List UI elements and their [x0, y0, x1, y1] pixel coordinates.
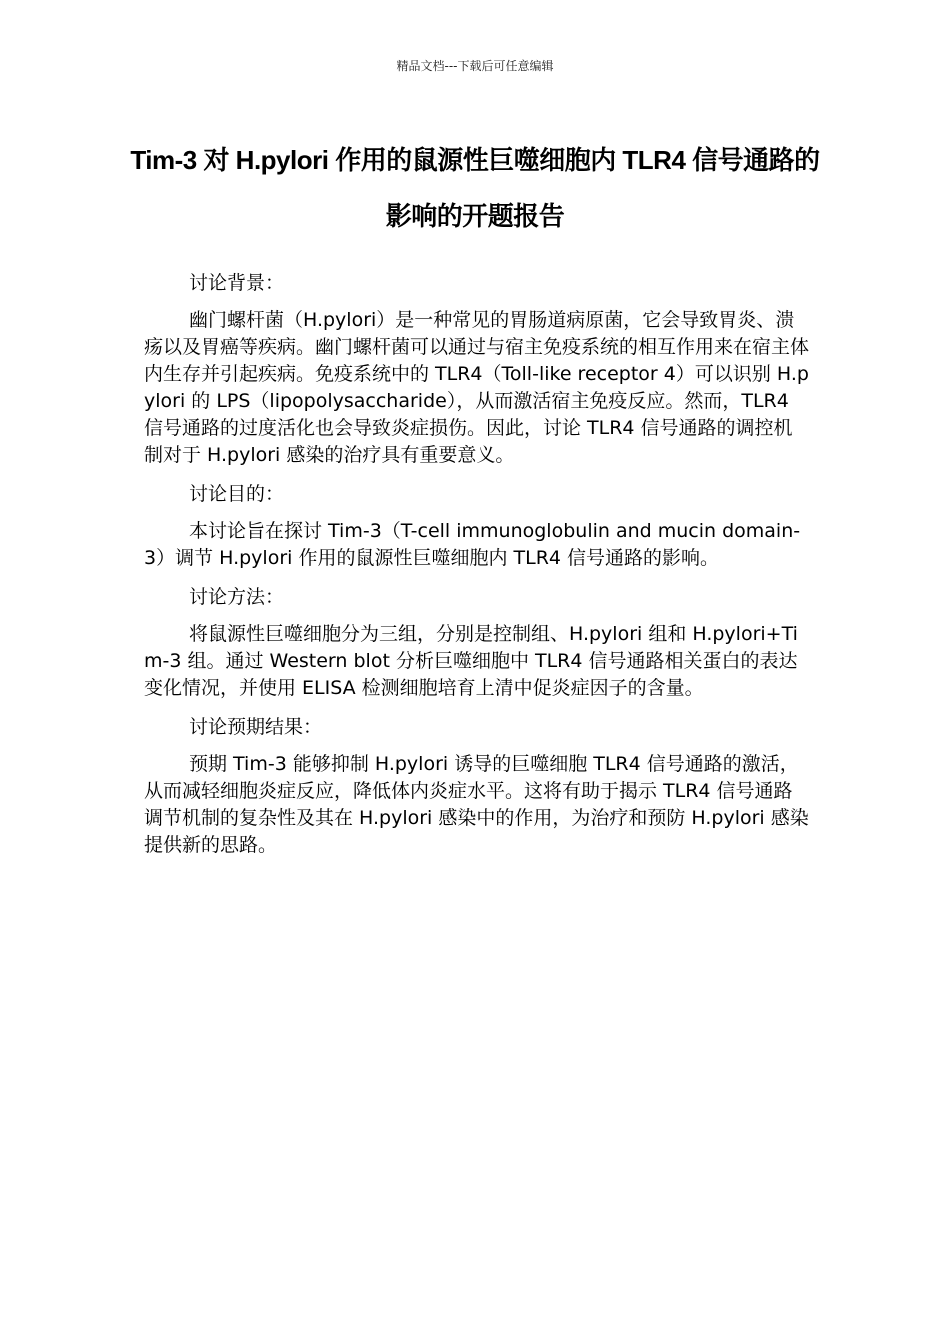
section-heading: 讨论背景：: [189, 272, 285, 294]
section-heading: 讨论方法：: [189, 586, 285, 608]
section-paragraph: 幽门螺杆菌（H.pylori）是一种常见的胃肠道病原菌，它会导致胃炎、溃疡以及胃癌等疾病。幽门螺杆菌可以通过与宿主免疫系统的相互作用来在宿主体内生存并引起疾病。免疫系统中的 TLR4（Toll-like receptor 4）可以识别 H.pylori 的 LPS（lipopolysaccharide），从而激活宿主免疫反应。然而，TLR4 信号通路的过度活化也会导致炎症损伤。因此，讨论 TLR4 信号通路的调控机制对于 H.pylori 感染的治疗具有重要意义。: [144, 309, 810, 466]
section-methods: [144, 584, 810, 702]
document-title: Tim-3 对 H.pylori 作用的鼠源性巨噬细胞内 TLR4 信号通路的影响的开题报告: [130, 145, 820, 231]
section-expected-results: [144, 714, 810, 859]
section-paragraph: 将鼠源性巨噬细胞分为三组，分别是控制组、H.pylori 组和 H.pylori+Tim-3 组。通过 Western blot 分析巨噬细胞中 TLR4 信号通路相关蛋白的表达变化情况，并使用 ELISA 检测细胞培育上清中促炎症因子的含量。: [144, 623, 798, 699]
section-paragraph: 预期 Tim-3 能够抑制 H.pylori 诱导的巨噬细胞 TLR4 信号通路的激活，从而减轻细胞炎症反应，降低体内炎症水平。这将有助于揭示 TLR4 信号通路调节机制的复杂性及其在 H.pylori 感染中的作用，为治疗和预防 H.pylori 感染提供新的思路。: [144, 753, 809, 856]
section-heading: 讨论目的：: [189, 483, 285, 505]
section-background: [144, 270, 810, 469]
header-note: 精品文档---下载后可任意编辑: [396, 59, 554, 73]
section-heading: 讨论预期结果：: [189, 716, 323, 738]
document-body: [144, 270, 810, 871]
section-paragraph: 本讨论旨在探讨 Tim-3（T-cell immunoglobulin and mucin domain-3）调节 H.pylori 作用的鼠源性巨噬细胞内 TLR4 信号通路的影响。: [144, 520, 801, 569]
section-purpose: [144, 481, 810, 572]
